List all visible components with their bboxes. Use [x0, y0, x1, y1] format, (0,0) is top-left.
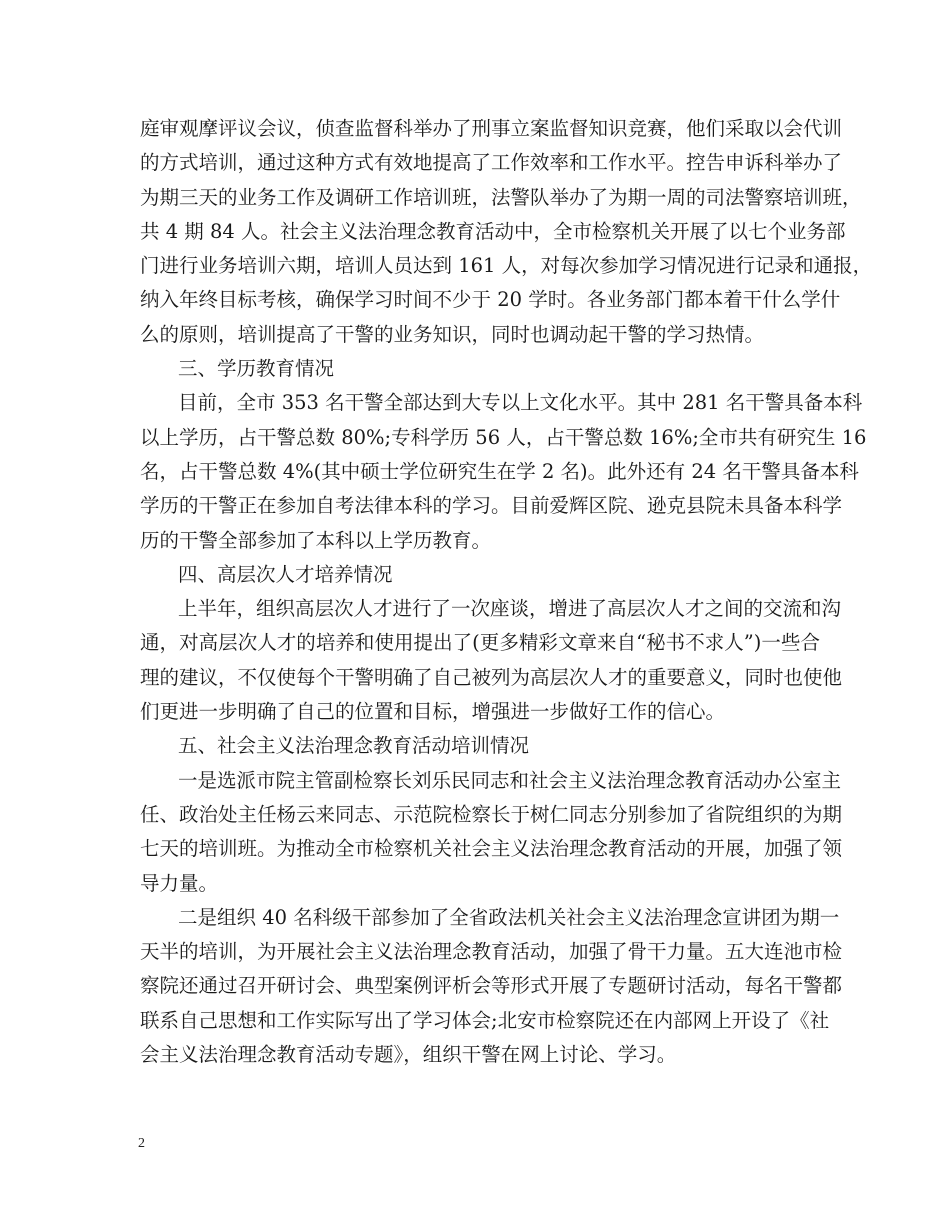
text-line: 天半的培训，为开展社会主义法治理念教育活动，加强了骨干力量。五大连池市检 [140, 940, 843, 964]
text-line: 目前，全市 353 名干警全部达到大专以上文化水平。其中 281 名干警具备本科 [178, 391, 863, 415]
text-line: 通，对高层次人才的培养和使用提出了(更多精彩文章来自“秘书不求人”)一些合 [140, 631, 820, 655]
text-line: 察院还通过召开研讨会、典型案例评析会等形式开展了专题研讨活动，每名干警都 [140, 974, 843, 998]
text-line: 庭审观摩评议会议，侦查监督科举办了刑事立案监督知识竞赛，他们采取以会代训 [140, 117, 843, 140]
text-line: 们更进一步明确了自己的位置和目标，增强进一步做好工作的信心。 [140, 700, 726, 724]
text-line: 任、政治处主任杨云来同志、示范院检察长于树仁同志分别参加了省院组织的为期 [140, 802, 843, 826]
text-line: 二是组织 40 名科级干部参加了全省政法机关社会主义法治理念宣讲团为期一 [178, 905, 840, 929]
text-line: 三、学历教育情况 [178, 357, 335, 381]
text-line: 导力量。 [140, 871, 219, 895]
text-line: 理的建议，不仅使每个干警明确了自己被列为高层次人才的重要意义，同时也使他 [140, 665, 843, 689]
text-line: 纳入年终目标考核，确保学习时间不少于 20 学时。各业务部门都本着干什么学什 [140, 288, 841, 312]
text-line: 历的干警全部参加了本科以上学历教育。 [140, 528, 492, 552]
document-body [140, 112, 873, 1072]
text-line: 门进行业务培训六期，培训人员达到 161 人，对每次参加学习情况进行记录和通报， [140, 254, 873, 278]
text-line: 共 4 期 84 人。社会主义法治理念教育活动中，全市检察机关开展了以七个业务部 [140, 219, 846, 243]
text-line: 以上学历，占干警总数 80%;专科学历 56 人，占干警总数 16%;全市共有研究生 16 [140, 425, 867, 449]
text-line: 的方式培训，通过这种方式有效地提高了工作效率和工作水平。控告申诉科举办了 [140, 151, 843, 175]
text-line: 学历的干警正在参加自考法律本科的学习。目前爱辉区院、逊克县院未具备本科学 [140, 494, 843, 518]
text-line: 名，占干警总数 4%(其中硕士学位研究生在学 2 名)。此外还有 24 名干警具备本科 [140, 459, 859, 483]
text-line: 联系自己思想和工作实际写出了学习体会;北安市检察院还在内部网上开设了《社 [140, 1008, 830, 1032]
text-line: 会主义法治理念教育活动专题》，组织干警在网上讨论、学习。 [140, 1043, 677, 1067]
text-line: 四、高层次人才培养情况 [178, 562, 393, 586]
text-line: 为期三天的业务工作及调研工作培训班，法警队举办了为期一周的司法警察培训班， [140, 185, 862, 209]
text-line: 七天的培训班。为推动全市检察机关社会主义法治理念教育活动的开展，加强了领 [140, 837, 843, 861]
page-number: 2 [138, 1136, 145, 1151]
text-line: 上半年，组织高层次人才进行了一次座谈，增进了高层次人才之间的交流和沟 [178, 597, 842, 621]
text-line: 么的原则，培训提高了干警的业务知识，同时也调动起干警的学习热情。 [140, 322, 765, 346]
text-line: 五、社会主义法治理念教育活动培训情况 [178, 734, 530, 758]
text-line: 一是选派市院主管副检察长刘乐民同志和社会主义法治理念教育活动办公室主 [178, 768, 842, 792]
